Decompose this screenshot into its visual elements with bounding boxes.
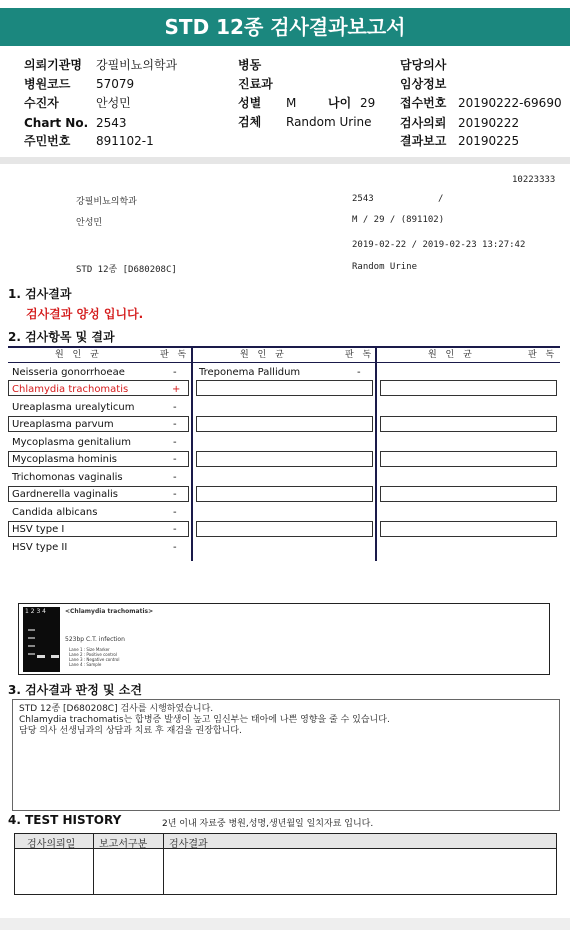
label-test-name: STD 12종 [D680208C] [76,265,177,275]
divider-strip [0,157,570,164]
dept-label: 진료과 [238,77,273,91]
history-col-divider [93,834,94,894]
pathogen-name: Neisseria gonorrhoeae [12,367,125,378]
pathogen-result: - [357,367,361,378]
resident-no-value: 891102-1 [96,134,154,148]
label-sex-age: M / 29 / (891102) [352,215,445,225]
gel-legend-item: Lane 2 : Positive control [69,652,117,657]
grid-header-line [8,362,560,363]
pathogen-result: - [173,472,177,483]
positive-result-text: 검사결과 양성 입니다. [26,307,144,321]
pathogen-name: Treponema Pallidum [199,367,301,378]
ladder-band [28,645,35,647]
pathogen-name: HSV type I [12,524,65,535]
gel-legend-item: Lane 3 : Negative control [69,657,120,662]
gel-legend-item: Lane 1 : Size Marker [69,647,110,652]
history-note: 2년 이내 자료중 병원,성명,생년월일 일치자료 입니다. [162,819,374,829]
col3-judgment-header: 판 독 [528,350,558,360]
section2-title: 2. 검사항목 및 결과 [8,330,115,344]
specimen-value: Random Urine [286,115,372,129]
hospital-label: 의뢰기관명 [24,58,82,72]
hospital-code-label: 병원코드 [24,77,71,91]
report-date-value: 20190225 [458,134,520,148]
label-slash: / [438,194,444,204]
interpretation-box [12,699,560,811]
pathogen-result: - [173,489,177,500]
section1-title: 1. 검사결과 [8,287,72,301]
age-label: 나이 [328,96,352,110]
pathogen-result: - [173,437,177,448]
history-col-request-date: 검사의뢰일 [27,839,76,850]
col1-judgment-header: 판 독 [160,350,190,360]
row-box [196,486,373,502]
pathogen-result: - [173,402,177,413]
label-chart: 2543 [352,194,374,204]
pathogen-result: - [173,367,177,378]
hospital-code-value: 57079 [96,77,135,91]
sample-band [51,655,59,658]
positive-band [37,655,45,658]
pathogen-result: - [173,507,177,518]
id-number: 10223333 [512,175,556,185]
pathogen-name: Ureaplasma urealyticum [12,402,135,413]
section3-title: 3. 검사결과 판정 및 소견 [8,683,142,697]
gel-band-label: 523bp C.T. infection [65,636,125,643]
test-history-table [14,833,557,895]
report-title: STD 12종 검사결과보고서 [0,8,570,46]
grid-divider-1 [191,347,193,561]
pathogen-name: Ureaplasma parvum [12,419,114,430]
doctor-label: 담당의사 [400,58,447,72]
interpretation-line: 담당 의사 선생님과의 상담과 치료 후 재검을 권장합니다. [19,726,242,736]
pathogen-result: - [173,454,177,465]
row-box [380,486,557,502]
receipt-no-value: 20190222-69690 [458,96,562,110]
history-header-row [15,834,556,849]
gel-electrophoresis-image [18,603,550,675]
ladder-band [28,653,35,655]
section4-title: 4. TEST HISTORY [8,813,122,827]
row-box [380,451,557,467]
clinical-info-label: 임상정보 [400,77,447,91]
label-dates: 2019-02-22 / 2019-02-23 13:27:42 [352,240,526,250]
patient-value: 안성민 [96,96,131,110]
patient-label: 수진자 [24,96,59,110]
pathogen-name: Mycoplasma hominis [12,454,117,465]
interpretation-line: STD 12종 [D680208C] 검사를 시행하였습니다. [19,704,214,714]
pathogen-name-positive: Chlamydia trachomatis [12,384,129,395]
history-col-report-type: 보고서구분 [99,839,148,850]
row-box [380,380,557,396]
bottom-strip [0,918,570,930]
ladder-band [28,629,35,631]
chart-no-value: 2543 [96,116,127,130]
age-value: 29 [360,96,376,110]
ward-label: 병동 [238,58,262,72]
lane-numbers: 1 2 3 4 [25,608,46,615]
history-col-divider [163,834,164,894]
request-date-label: 검사의뢰 [400,116,447,130]
grid-divider-2 [375,347,377,561]
sex-label: 성별 [238,96,262,110]
label-hospital: 강필비뇨의학과 [76,197,137,207]
col1-pathogen-header: 원 인 균 [55,350,102,360]
report-date-label: 결과보고 [400,134,447,148]
col2-judgment-header: 판 독 [345,350,375,360]
gel-caption: <Chlamydia trachomatis> [65,608,154,615]
resident-no-label: 주민번호 [24,134,71,148]
chart-no-label: Chart No. [24,116,89,130]
label-specimen: Random Urine [352,262,418,272]
row-box [380,416,557,432]
pathogen-result-positive: + [172,384,181,395]
row-box [196,380,373,396]
row-box [196,451,373,467]
gel-picture [23,607,60,672]
gel-legend-item: Lane 4 : Sample [69,662,102,667]
sex-value: M [286,96,297,110]
pathogen-name: Trichomonas vaginalis [12,472,123,483]
pathogen-result: - [173,524,177,535]
col3-pathogen-header: 원 인 균 [428,350,475,360]
interpretation-line: Chlamydia trachomatis는 합병증 발생이 높고 임신부는 태아에 나쁜 영향을 줄 수 있습니다. [19,715,390,725]
pathogen-name: Mycoplasma genitalium [12,437,131,448]
specimen-label: 검체 [238,115,262,129]
row-box [380,521,557,537]
col2-pathogen-header: 원 인 균 [240,350,287,360]
receipt-no-label: 접수번호 [400,96,447,110]
pathogen-name: HSV type II [12,542,68,553]
pathogen-result: - [173,419,177,430]
request-date-value: 20190222 [458,116,520,130]
row-box [196,521,373,537]
pathogen-result: - [173,542,177,553]
pathogen-name: Candida albicans [12,507,98,518]
row-box [196,416,373,432]
hospital-value: 강필비뇨의학과 [96,58,178,72]
label-patient: 안성민 [76,218,103,228]
pathogen-name: Gardnerella vaginalis [12,489,118,500]
history-col-result: 검사결과 [169,839,208,850]
ladder-band [28,637,35,639]
